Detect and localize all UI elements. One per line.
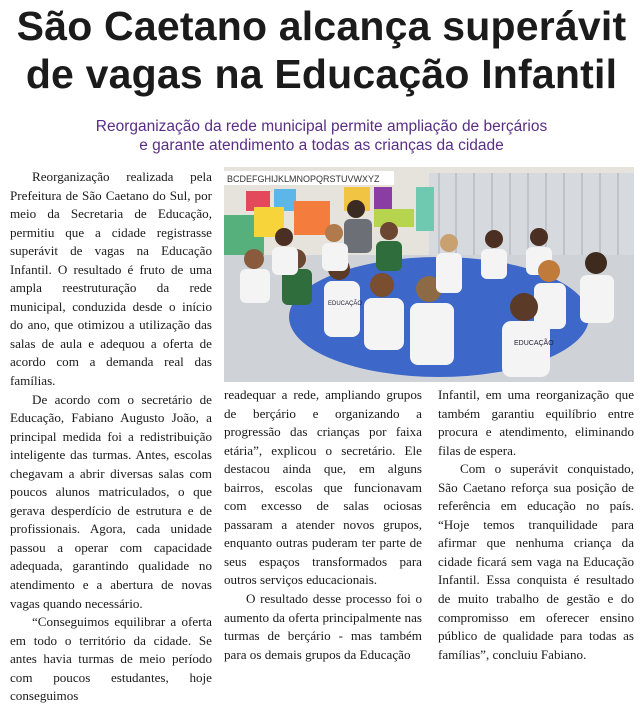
paragraph: De acordo com o secretário de Educação, Fabiano Augusto João, a principal medida foi a redistribuição inteligente das turmas. Antes, escolas chegavam a abrir diversas salas com poucos alunos matriculados, o que gerava desperdício de estrutura e de profissionais. Agora, cada unidade passou a operar com capacidade adequada, garantindo qualidade no atendimento e a abertura de novas vagas quando necessário.	[10, 391, 212, 611]
classroom-photo	[224, 167, 634, 382]
subheadline	[0, 117, 643, 155]
paragraph: readequar a rede, ampliando grupos de berçário e organizando a progressão das crianças por faixa etária”, explicou o secretário. Ele destacou ainda que, em alguns bairros, escolas que funcionavam com excesso de salas ociosas passaram a atender novos grupos, enquanto outras puderam ter parte de seus espaços transformados para outros serviços educacionais.	[224, 387, 422, 588]
article-column-1	[10, 168, 212, 706]
curtains	[429, 173, 634, 257]
article-column-2	[224, 386, 422, 664]
headline-line-2: de vagas na Educação Infantil	[25, 51, 618, 97]
teacher-body	[344, 219, 372, 253]
subheadline-line-2: e garante atendimento a todas as crianças da cidade	[139, 137, 504, 154]
paragraph: Reorganização realizada pela Prefeitura de São Caetano do Sul, por meio da Secretaria de Educação, permitiu que a cidade registrasse superávit de vagas na Educação Infantil. O resultado é fruto de uma ampla reestruturação da rede municipal, conduzida desde o início do ano, que otimizou a utilização das salas de aula e adequou a oferta de acordo com a demanda real das famílias.	[10, 169, 212, 389]
paragraph: Com o superávit conquistado, São Caetano reforça sua posição de referência em educação no país. “Hoje temos tranquilidade para afirmar que nenhuma criança da cidade ficará sem vaga na Educação Infantil. Essa conquista é resultado de muito trabalho de gestão e do compromisso em oferecer ensino público de qualidade para todas as famílias”, concluiu Fabiano.	[438, 461, 634, 662]
chair-stack	[416, 187, 434, 231]
paragraph: Infantil, em uma reorganização que também garantiu equilíbrio entre procura e atendimento, eliminando filas de espera.	[438, 387, 634, 458]
subheadline-line-1: Reorganização da rede municipal permite ampliação de berçários	[95, 118, 548, 135]
shirt-text: EDUCAÇÃO	[328, 301, 363, 307]
article-column-3	[438, 386, 634, 664]
headline-line-1: São Caetano alcança superávit	[16, 3, 627, 49]
paragraph: O resultado desse processo foi o aumento da oferta principalmente nas turmas de berçário - mas também para os demais grupos da Educação	[224, 591, 422, 662]
shirt-text: EDUCAÇÃO	[514, 340, 554, 347]
alphabet-banner-text: BCDEFGHIJKLMNOPQRSTUVWXYZ	[227, 174, 380, 184]
toy-bin	[294, 201, 330, 235]
headline	[0, 2, 643, 98]
paragraph: “Conseguimos equilibrar a oferta em todo o território da cidade. Se antes havia turmas de meio período com poucos estudantes, hoje conseguimos	[10, 614, 212, 704]
classroom-illustration	[224, 167, 634, 382]
teacher-head	[347, 200, 365, 218]
